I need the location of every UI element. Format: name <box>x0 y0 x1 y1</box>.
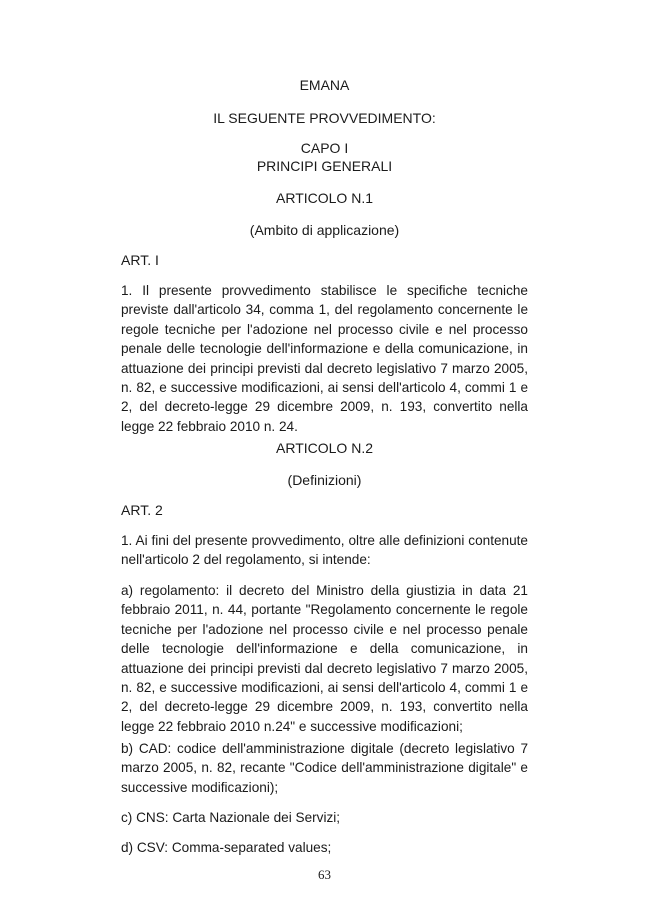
heading-capo: CAPO I <box>300 140 349 156</box>
articolo-1-subtitle: (Ambito di applicazione) <box>249 222 400 238</box>
definition-item-d: d) CSV: Comma-separated values; <box>121 840 332 855</box>
articolo-2-intro: 1. Ai fini del presente provvedimento, oltre alle definizioni contenute nell'articolo 2 del regolamento, si intende: <box>121 533 528 568</box>
document-page <box>121 0 528 919</box>
articolo-1-paragraph: 1. Il presente provvedimento stabilisce le specifiche tecniche previste dall'articolo 34, comma 1, del regolamento concernente le regole tecniche per l'adozione nel processo civile e nel processo penale delle tecnologie dell'informazione e della comunicazione, in attuazione dei principi previsti dal decreto legislativo 7 marzo 2005, n. 82, e successive modificazioni, ai sensi dell'articolo 4, commi 1 e 2, del decreto-legge 29 dicembre 2009, n. 193, convertito nella legge 22 febbraio 2010 n. 24. <box>121 283 528 434</box>
definition-item-b: b) CAD: codice dell'amministrazione digitale (decreto legislativo 7 marzo 2005, n. 82, recante "Codice dell'amministrazione digitale" e successive modificazioni); <box>121 741 528 795</box>
articolo-2-title: ARTICOLO N.2 <box>276 440 373 456</box>
page-number: 63 <box>318 867 331 882</box>
articolo-1-title: ARTICOLO N.1 <box>276 190 373 206</box>
articolo-1-label: ART. I <box>121 252 159 268</box>
articolo-2-subtitle: (Definizioni) <box>287 472 362 488</box>
heading-principi-generali: PRINCIPI GENERALI <box>256 158 393 174</box>
heading-provvedimento: IL SEGUENTE PROVVEDIMENTO: <box>213 110 436 126</box>
definition-item-c: c) CNS: Carta Nazionale dei Servizi; <box>121 810 341 825</box>
heading-emana: EMANA <box>299 77 350 93</box>
definition-item-a: a) regolamento: il decreto del Ministro della giustizia in data 21 febbraio 2011, n. 44, portante "Regolamento concernente le regole tecniche per l'adozione nel processo civile e nel processo penale delle tecnologie dell'informazione e della comunicazione, in attuazione dei principi previsti dal decreto legislativo 7 marzo 2005, n. 82, e successive modificazioni, ai sensi dell'articolo 4, commi 1 e 2, del decreto-legge 29 dicembre 2009, n. 193, convertito nella legge 22 febbraio 2010 n.24" e successive modificazioni; <box>121 583 528 734</box>
articolo-2-label: ART. 2 <box>121 502 163 518</box>
